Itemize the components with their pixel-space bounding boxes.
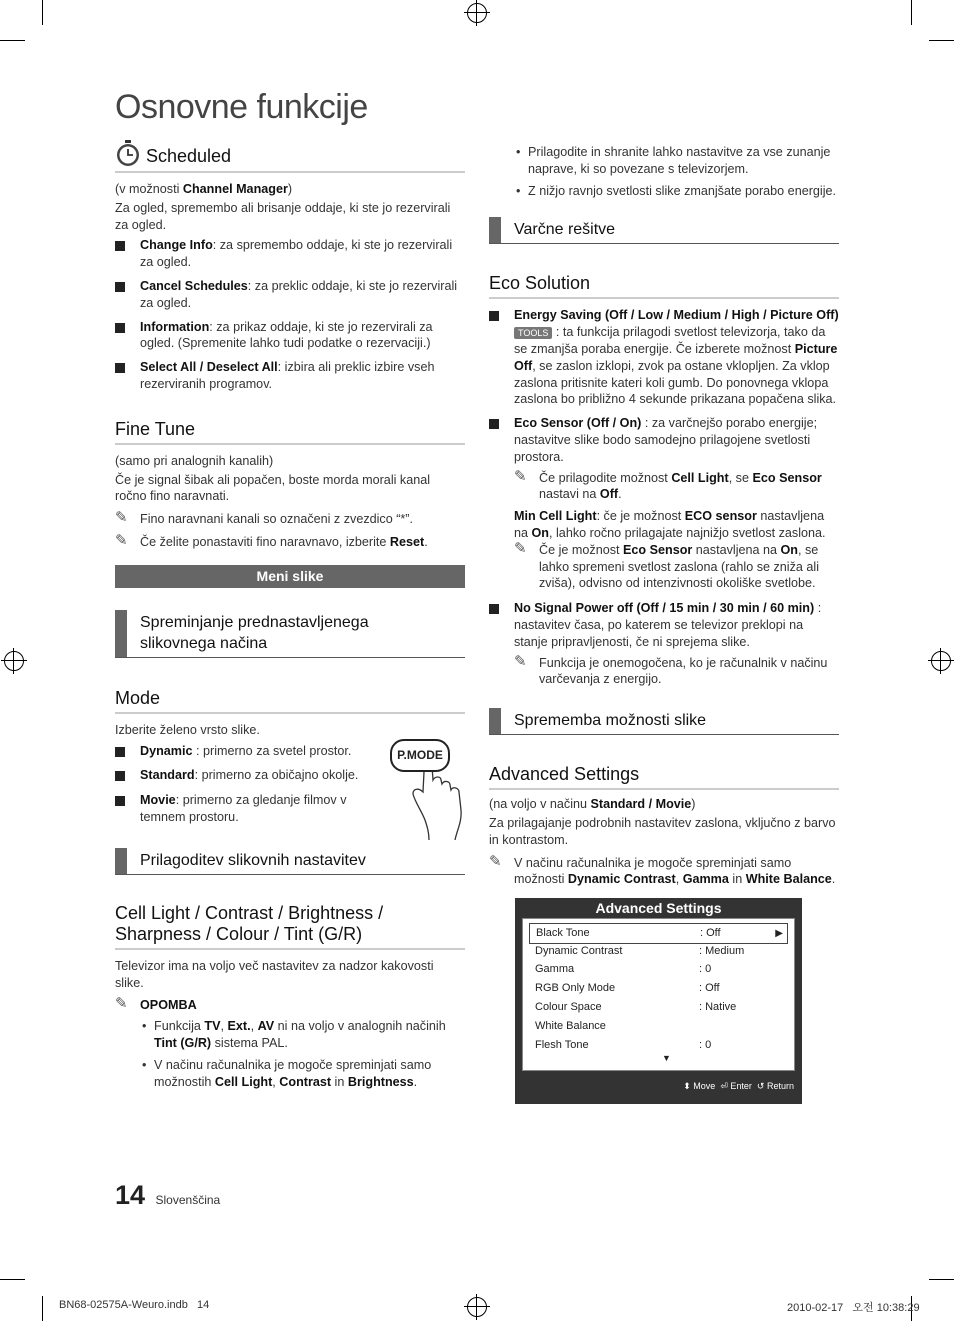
subsection-heading: Spreminjanje prednastavljenega slikovnega načina [115,610,465,658]
note-pencil-icon: ✎ [514,652,527,670]
list-item: • Prilagodite in shranite lahko nastavitve za vse zunanje naprave, ki so povezane s televizorjem. [516,145,831,176]
cell-light-intro: Televizor ima na voljo več nastavitev za nadzor kakovosti slike. [115,958,434,990]
list-item: Standard: primerno za običajno okolje. [115,767,390,784]
advanced-settings-osd [515,898,802,1104]
fine-tune-intro: Če je signal šibak ali popačen, boste morda morali kanal ročno fino naravnati. [115,472,431,504]
osd-row-flesh-tone[interactable]: Flesh Tone : 0 [535,1039,712,1052]
enter-icon: ⏎ [720,1081,728,1092]
tools-badge: TOOLS [514,327,552,339]
registration-mark-icon [931,651,951,671]
crop-mark [42,0,43,25]
clock-icon [115,140,141,168]
crop-mark [911,0,912,25]
min-cell-light: Min Cell Light: če je možnost ECO sensor nastavljena na On, lahko ročno prilagajate najnižjo svetlost zaslona. [514,509,826,540]
mode-section [115,722,465,826]
pmode-remote-illustration [389,730,469,840]
note-pencil-icon: ✎ [489,852,502,870]
list-item: Eco Sensor (Off / On) : za varčnejšo porabo energije; nastavitve slike bodo samodejno prilagojene svetlosti prostora. [489,415,839,465]
osd-row-rgb-only-mode[interactable]: RGB Only Mode : Off [535,982,720,995]
language-label: Slovenščina [155,1193,221,1207]
fine-tune-context: (samo pri analognih kanalih) [115,453,274,468]
note: ✎ Fino naravnani kanali so označeni z zvezdico “*”. [115,509,414,527]
note-pencil-icon: ✎ [115,509,128,527]
note: ✎ Če je možnost Eco Sensor nastavljena na On, se lahko spremeni svetlost zaslona (rahlo se zniža ali zviša), odvisno od intenzivnosti okoliške svetlobe. [514,539,819,591]
osd-nav-bar: ⬍ Move ⏎ Enter ↺ Return [683,1081,794,1092]
registration-mark-icon [467,3,487,23]
advanced-settings-heading: Advanced Settings [489,764,839,790]
advanced-intro: Za prilagajanje podrobnih nastavitev zaslona, vključno z barvo in kontrastom. [489,815,836,847]
note-pencil-icon: ✎ [115,995,128,1013]
note: ✎ Če želite ponastaviti fino naravnavo, izberite Reset. [115,531,428,549]
list-item: No Signal Power off (Off / 15 min / 30 min / 60 min) : nastavitev časa, po katerem se televizor preklopi na stanje pripravljenosti, če ni sprejema slike. [489,600,839,650]
note: ✎ OPOMBA [115,995,197,1013]
list-item: • Funkcija TV, Ext., AV ni na voljo v analognih načinih Tint (G/R) sistema PAL. [142,1019,446,1050]
return-icon: ↺ [756,1081,765,1092]
osd-title: Advanced Settings [595,900,722,917]
move-icon: ⬍ [683,1081,691,1092]
pmode-button: P.MODE [390,739,450,772]
osd-row-colour-space[interactable]: Colour Space : Native [535,1001,737,1014]
cell-light-heading: Cell Light / Contrast / Brightness / Sharpness / Colour / Tint (G/R) [115,903,465,950]
list-item: • V načinu računalnika je mogoče spreminjati samo možnostih Cell Light, Contrast in Brightness. [142,1057,432,1089]
print-timestamp: 2010-02-17 오전 10:38:29 [787,1302,920,1314]
registration-mark-icon [467,1297,487,1317]
advanced-context: (na voljo v načinu Standard / Movie) [489,797,696,812]
note-pencil-icon: ✎ [115,531,128,549]
list-item: Select All / Deselect All: izbira ali preklic izbire vseh rezerviranih programov. [115,359,465,393]
eco-solution-heading: Eco Solution [489,273,839,299]
list-item: Change Info: za spremembo oddaje, ki ste jo rezervirali za ogled. [115,237,465,271]
note: ✎ Če prilagodite možnost Cell Light, se Eco Sensor nastavi na Off. [514,467,822,502]
list-item: Dynamic : primerno za svetel prostor. [115,743,390,760]
note-pencil-icon: ✎ [514,467,527,485]
scheduled-intro: Za ogled, spremembo ali brisanje oddaje, ki ste jo rezervirali za ogled. [115,200,451,232]
mode-intro: Izberite želeno vrsto slike. [115,722,260,737]
page-footer [115,1180,220,1211]
list-item: Information: za prikaz oddaje, ki ste jo rezervirali za ogled. (Spremenite lahko tudi podatke o rezervaciji.) [115,319,465,353]
subsection-heading: Varčne rešitve [489,217,839,244]
subsection-heading: Sprememba možnosti slike [489,708,839,735]
right-column [489,144,839,1104]
print-file-info: BN68-02575A-Weuro.indb 14 [59,1299,210,1311]
left-column [115,140,465,1090]
scheduled-context: (v možnosti Channel Manager) [115,182,293,196]
fine-tune-heading: Fine Tune [115,419,465,445]
arrow-right-icon: ▶ [775,928,783,940]
list-item: Cancel Schedules: za preklic oddaje, ki ste jo rezervirali za ogled. [115,278,465,312]
subsection-heading: Prilagoditev slikovnih nastavitev [115,848,465,875]
scheduled-heading: Scheduled [115,140,465,173]
osd-row-white-balance[interactable]: White Balance [535,1020,606,1033]
osd-row-gamma[interactable]: Gamma : 0 [535,963,712,976]
list-item: Energy Saving (Off / Low / Medium / High / Picture Off) TOOLS : ta funkcija prilagodi svetlost televizorja, tako da se zmanjša poraba energije. Če izberete možnost Picture Off, se zaslon izklopi, zvok pa ostane vklopljen. Za vklop zaslona pritisnite kateri koli gumb. Do ponovnega vklopa zaslona bo približno 4 sekunde prikazana popačena slika. [489,307,839,408]
note: ✎ V načinu računalnika je mogoče spreminjati samo možnosti Dynamic Contrast, Gamma in White Balance. [489,852,836,887]
crop-mark [0,40,25,41]
osd-row-black-tone[interactable]: Black Tone : Off ▶ [529,923,788,944]
page-number: 14 [115,1180,146,1210]
registration-mark-icon [4,651,24,671]
list-item: • Z nižjo ravnjo svetlosti slike zmanjšate porabo energije. [516,183,836,198]
list-item: Movie: primerno za gledanje filmov v temnem prostoru. [115,792,360,826]
crop-mark [0,1279,25,1280]
page-title: Osnovne funkcije [115,88,368,126]
osd-row-dynamic-contrast[interactable]: Dynamic Contrast : Medium [535,945,745,958]
note: ✎ Funkcija je onemogočena, ko je računalnik v načinu varčevanja z energijo. [514,652,828,687]
mode-heading: Mode [115,688,465,714]
osd-menu [522,918,795,1071]
note-pencil-icon: ✎ [514,539,527,557]
scroll-down-icon[interactable]: ▼ [662,1053,671,1064]
section-banner: Meni slike [115,565,465,588]
crop-mark [929,1279,954,1280]
crop-mark [42,1296,43,1321]
crop-mark [929,40,954,41]
